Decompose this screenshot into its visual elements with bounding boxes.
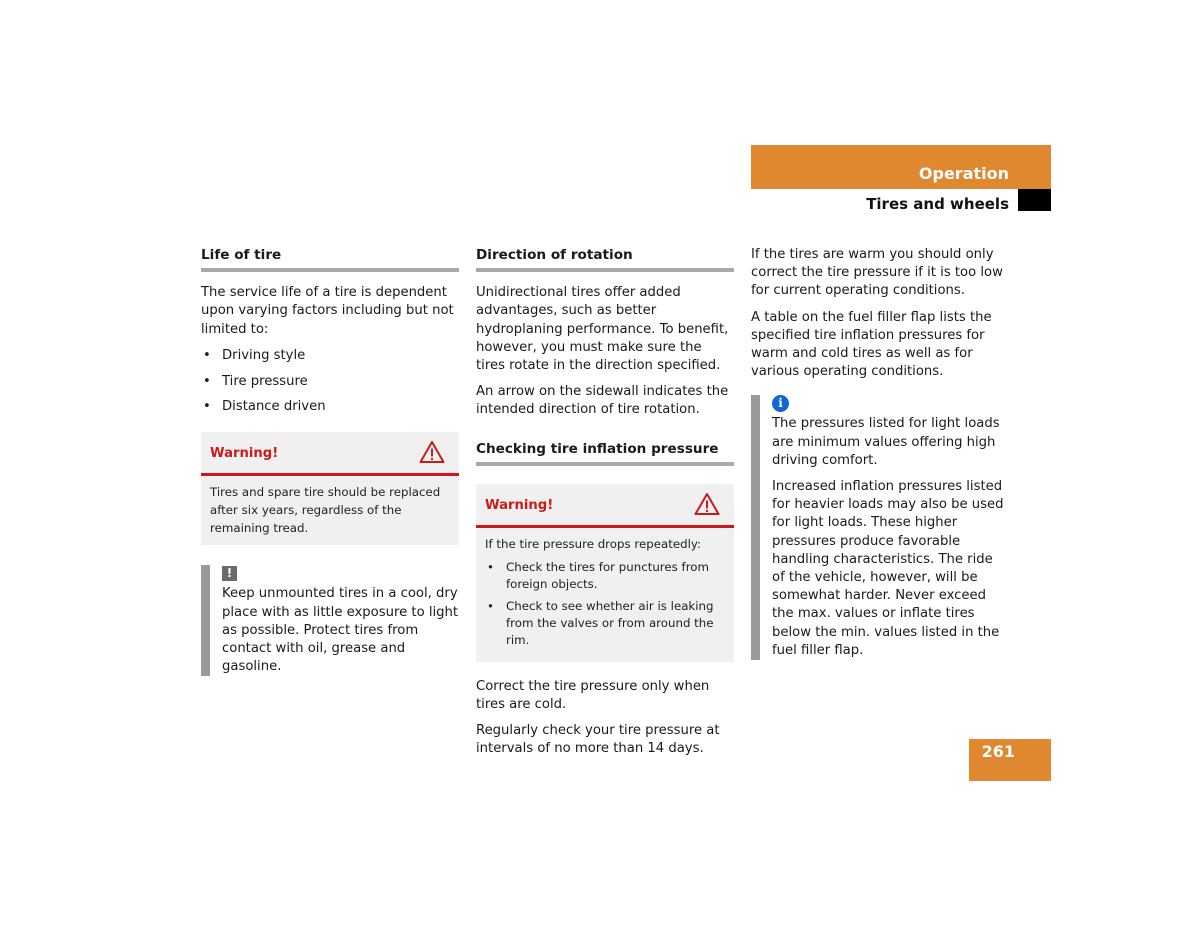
subsection-title: Tires and wheels: [866, 195, 1009, 213]
list-item: • Distance driven: [201, 398, 459, 416]
list-item: • Check the tires for punctures from foreign objects.: [485, 559, 725, 593]
warning-triangle-icon: [419, 440, 445, 464]
column-rotation-pressure: [476, 246, 734, 767]
info-text: The pressures listed for light loads are minimum values offering high driving comfort.: [772, 416, 1000, 468]
heading-life-of-tire: Life of tire: [201, 246, 459, 272]
column-life-of-tire: [201, 246, 459, 676]
info-box: [751, 395, 1009, 660]
heading-direction-of-rotation: Direction of rotation: [476, 246, 734, 272]
warning-title: Warning!: [485, 497, 554, 513]
list-item: • Tire pressure: [201, 373, 459, 391]
warning-text: Tires and spare tire should be replaced after six years, regardless of the remaining tread.: [210, 485, 441, 536]
paragraph: If the tires are warm you should only correct the tire pressure if it is too low for current operating conditions.: [751, 247, 1003, 299]
warning-box: [476, 484, 734, 662]
exclamation-icon: !: [222, 566, 237, 581]
warning-box: [201, 432, 459, 545]
info-text: Increased inflation pressures listed for heavier loads may also be used for light loads. These higher pressures produce favorable handling characteristics. The ride of the vehicle, however, will be somewhat harder. Never exceed the max. values or inflate tires below the min. values listed in the fuel filler flap.: [772, 479, 1004, 658]
heading-checking-pressure: Checking tire inflation pressure: [476, 440, 734, 466]
paragraph: Unidirectional tires offer added advantages, such as better hydroplaning performance. To benefit, however, you must make sure the tires rotate in the direction specified.: [476, 285, 729, 374]
section-title: Operation: [918, 164, 1009, 183]
warning-header: [476, 484, 734, 528]
warning-triangle-icon: [694, 492, 720, 516]
paragraph: The service life of a tire is dependent upon varying factors including but not limited to:: [201, 285, 454, 337]
list-item: • Driving style: [201, 347, 459, 365]
list-item: • Check to see whether air is leaking from the valves or from around the rim.: [485, 598, 725, 649]
bullet-list: [485, 559, 725, 649]
info-icon: i: [772, 395, 789, 412]
warning-header: [201, 432, 459, 476]
note-bar: [201, 565, 210, 676]
page-number: 261: [981, 742, 1015, 761]
bullet-list: [201, 347, 459, 417]
column-warm-tires: [751, 246, 1009, 660]
paragraph: A table on the fuel filler flap lists the specified tire inflation pressures for warm and cold tires as well as for various operating conditions.: [751, 309, 992, 380]
paragraph: Regularly check your tire pressure at intervals of no more than 14 days.: [476, 723, 720, 757]
warning-title: Warning!: [210, 446, 279, 462]
paragraph: An arrow on the sidewall indicates the intended direction of tire rotation.: [476, 384, 729, 418]
warning-content: [476, 528, 734, 662]
warning-intro: If the tire pressure drops repeatedly:: [485, 536, 701, 551]
note-box: [201, 565, 459, 676]
section-marker: [1018, 189, 1051, 211]
note-text: Keep unmounted tires in a cool, dry place with as little exposure to light as possible. Protect tires from contact with oil, grease and gasoline.: [222, 586, 459, 675]
paragraph: Correct the tire pressure only when tires are cold.: [476, 678, 710, 713]
note-bar: [751, 395, 760, 660]
